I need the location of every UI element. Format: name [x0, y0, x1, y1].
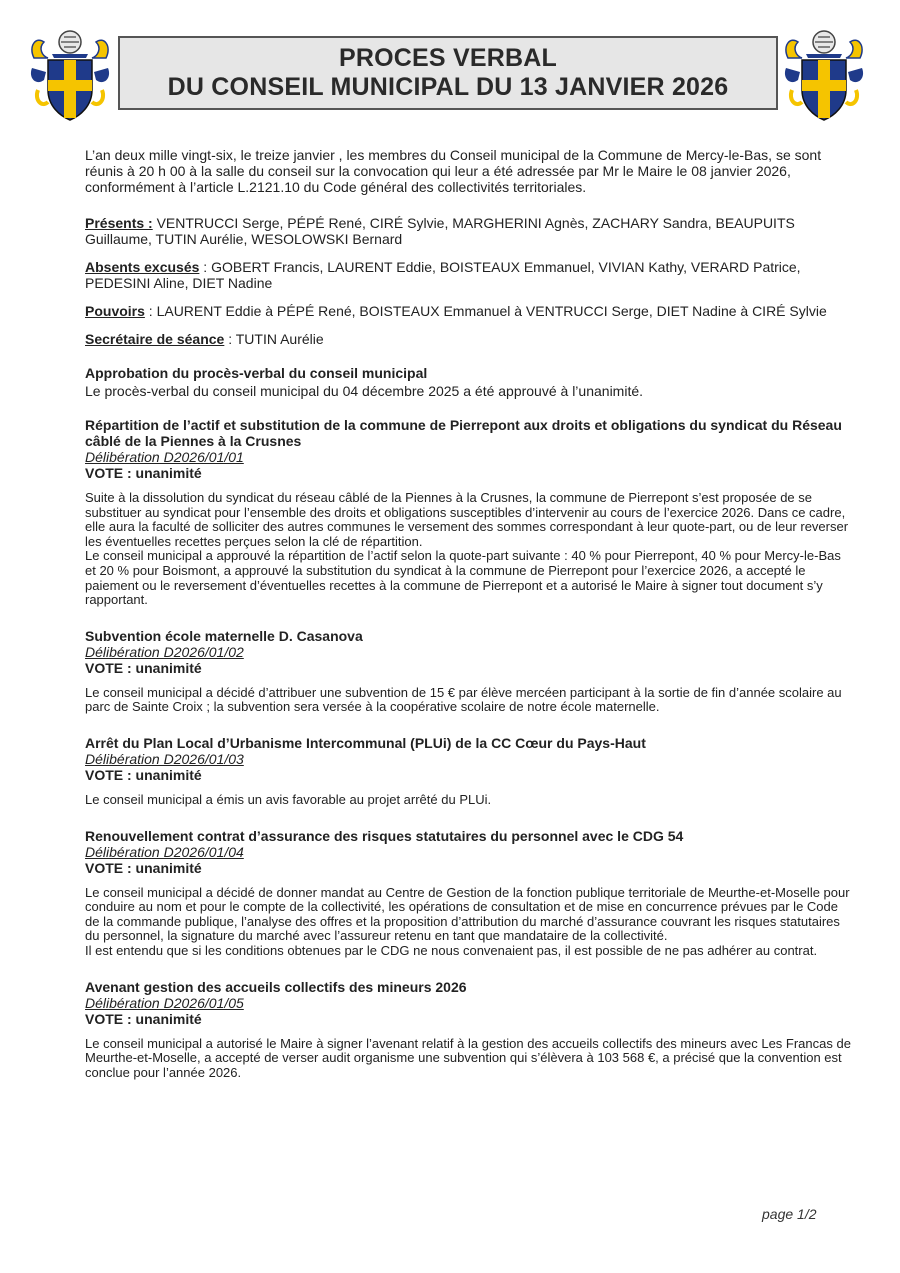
- vote-result: VOTE : unanimité: [85, 859, 202, 876]
- section-title: Répartition de l’actif et substitution de la commune de Pierrepont aux droits et obligations du syndicat du Réseau câblé de la Piennes à la Crusnes: [85, 417, 842, 449]
- document-title-box: [118, 36, 778, 110]
- section-body: [85, 686, 855, 715]
- presents-label: Présents :: [85, 215, 153, 231]
- pouvoirs-list: : LAURENT Eddie à PÉPÉ René, BOISTEAUX Emmanuel à VENTRUCCI Serge, DIET Nadine à CIRÉ Sylvie: [148, 303, 827, 319]
- section-paragraph: Le conseil municipal a émis un avis favorable au projet arrêté du PLUi.: [85, 791, 492, 807]
- vote-result: VOTE : unanimité: [85, 766, 202, 783]
- section-paragraph: Il est entendu que si les conditions obtenues par le CDG ne nous convenaient pas, il est possible de ne pas adhérer au contrat.: [85, 942, 818, 958]
- section-paragraph: Suite à la dissolution du syndicat du réseau câblé de la Piennes à la Crusnes, la commune de Pierrepont s’est proposée de se substituer au syndicat pour l’ensemble des droits et obligations susceptibles d’intervenir au cours de l’exercice 2026. Dans ce cadre, elle aura la faculté de solliciter des autres communes le versement des sommes correspondant à leur quote-part, ou de leur reverser les éventuelles recettes perçues selon la clé de répartition.: [85, 490, 849, 549]
- deliberation-section: [85, 628, 855, 715]
- secretaire-label: Secrétaire de séance: [85, 331, 225, 347]
- deliberation-ref: Délibération D2026/01/04: [85, 843, 244, 860]
- deliberation-section: [85, 735, 855, 808]
- vote-result: VOTE : unanimité: [85, 1010, 202, 1027]
- presents-paragraph: [85, 215, 855, 247]
- coat-of-arms-icon: [28, 28, 112, 124]
- section-body: [85, 1037, 855, 1081]
- section-title: Subvention école maternelle D. Casanova: [85, 627, 363, 644]
- deliberation-section: [85, 828, 855, 959]
- section-paragraph: Le conseil municipal a autorisé le Maire à signer l’avenant relatif à la gestion des accueils collectifs des mineurs avec Les Francas de Meurthe-et-Moselle, a accepté de verser audit organisme une subvention qui s’élèvera à 103 568 €, a précisé que la convention est conclue pour l’année 2026.: [85, 1035, 851, 1080]
- section-title: Renouvellement contrat d’assurance des risques statutaires du personnel avec le CDG 54: [85, 827, 684, 844]
- section-body: [85, 793, 855, 808]
- section-body: [85, 491, 855, 608]
- section-title: Arrêt du Plan Local d’Urbanisme Intercommunal (PLUi) de la CC Cœur du Pays-Haut: [85, 734, 646, 751]
- deliberation-ref: Délibération D2026/01/02: [85, 643, 244, 660]
- secretaire-paragraph: [85, 331, 855, 347]
- secretaire-name: : TUTIN Aurélie: [228, 331, 324, 347]
- absents-paragraph: [85, 259, 855, 291]
- vote-result: VOTE : unanimité: [85, 465, 202, 481]
- section-title: Avenant gestion des accueils collectifs des mineurs 2026: [85, 978, 467, 995]
- presents-list: VENTRUCCI Serge, PÉPÉ René, CIRÉ Sylvie, MARGHERINI Agnès, ZACHARY Sandra, BEAUPUITS Guillaume, TUTIN Aurélie, WESOLOWSKI Bernard: [85, 215, 795, 247]
- absents-list: : GOBERT Francis, LAURENT Eddie, BOISTEAUX Emmanuel, VIVIAN Kathy, VERARD Patrice, PEDESINI Aline, DIET Nadine: [85, 259, 801, 291]
- pouvoirs-label: Pouvoirs: [85, 303, 145, 319]
- section-paragraph: Le conseil municipal a décidé de donner mandat au Centre de Gestion de la fonction publique territoriale de Meurthe-et-Moselle pour conduire au nom et pour le compte de la collectivité, les opérations de consultation et de mise en concurrence prévues par le Code de la commande publique, l’analyse des offres et la proposition d’attribution du marché d’assurance couvrant les risques statutaires du personnel, la signature du marché avec l’assureur retenu en tant que mandataire de la collectivité.: [85, 884, 850, 944]
- section-paragraph: Le conseil municipal a décidé d’attribuer une subvention de 15 € par élève mercéen participant à la sortie de fin d’année scolaire au parc de Sainte Croix ; la subvention sera versée à la coopérative scolaire de notre école maternelle.: [85, 684, 842, 715]
- approbation-section: [85, 365, 855, 399]
- approbation-title: Approbation du procès-verbal du conseil municipal: [85, 365, 428, 381]
- pouvoirs-paragraph: [85, 303, 855, 319]
- coat-of-arms-icon: [782, 28, 866, 124]
- document-body: [85, 147, 855, 1100]
- section-body: [85, 886, 855, 959]
- vote-result: VOTE : unanimité: [85, 659, 202, 676]
- deliberation-ref: Délibération D2026/01/01: [85, 449, 244, 465]
- section-paragraph: Le conseil municipal a approuvé la répartition de l’actif selon la quote-part suivante : 40 % pour Pierrepont, 40 % pour Mercy-le-Bas et 20 % pour Boismont, a approuvé la substitution du syndicat à la commune de Pierrepont pour l’exercice 2026, a accepté le paiement ou le reversement d’éventuelles recettes à la commune de Pierrepont et a autorisé le Maire à signer tout document s’y rapportant.: [85, 548, 841, 608]
- deliberation-section: [85, 979, 855, 1081]
- page-number: page 1/2: [762, 1206, 817, 1222]
- approbation-text: Le procès-verbal du conseil municipal du 04 décembre 2025 a été approuvé à l’unanimité.: [85, 383, 644, 399]
- title-line-1: PROCES VERBAL: [339, 44, 557, 72]
- deliberation-ref: Délibération D2026/01/03: [85, 750, 244, 767]
- deliberation-ref: Délibération D2026/01/05: [85, 994, 244, 1011]
- title-line-2: DU CONSEIL MUNICIPAL DU 13 JANVIER 2026: [167, 73, 729, 101]
- intro-paragraph: L’an deux mille vingt-six, le treize janvier , les membres du Conseil municipal de la Commune de Mercy-le-Bas, se sont réunis à 20 h 00 à la salle du conseil sur la convocation qui leur a été adressée par Mr le Maire le 08 janvier 2026, conformément à l’article L.2121.10 du Code général des collectivités territoriales.: [85, 147, 822, 195]
- absents-label: Absents excusés: [85, 259, 200, 275]
- deliberation-section: [85, 417, 855, 608]
